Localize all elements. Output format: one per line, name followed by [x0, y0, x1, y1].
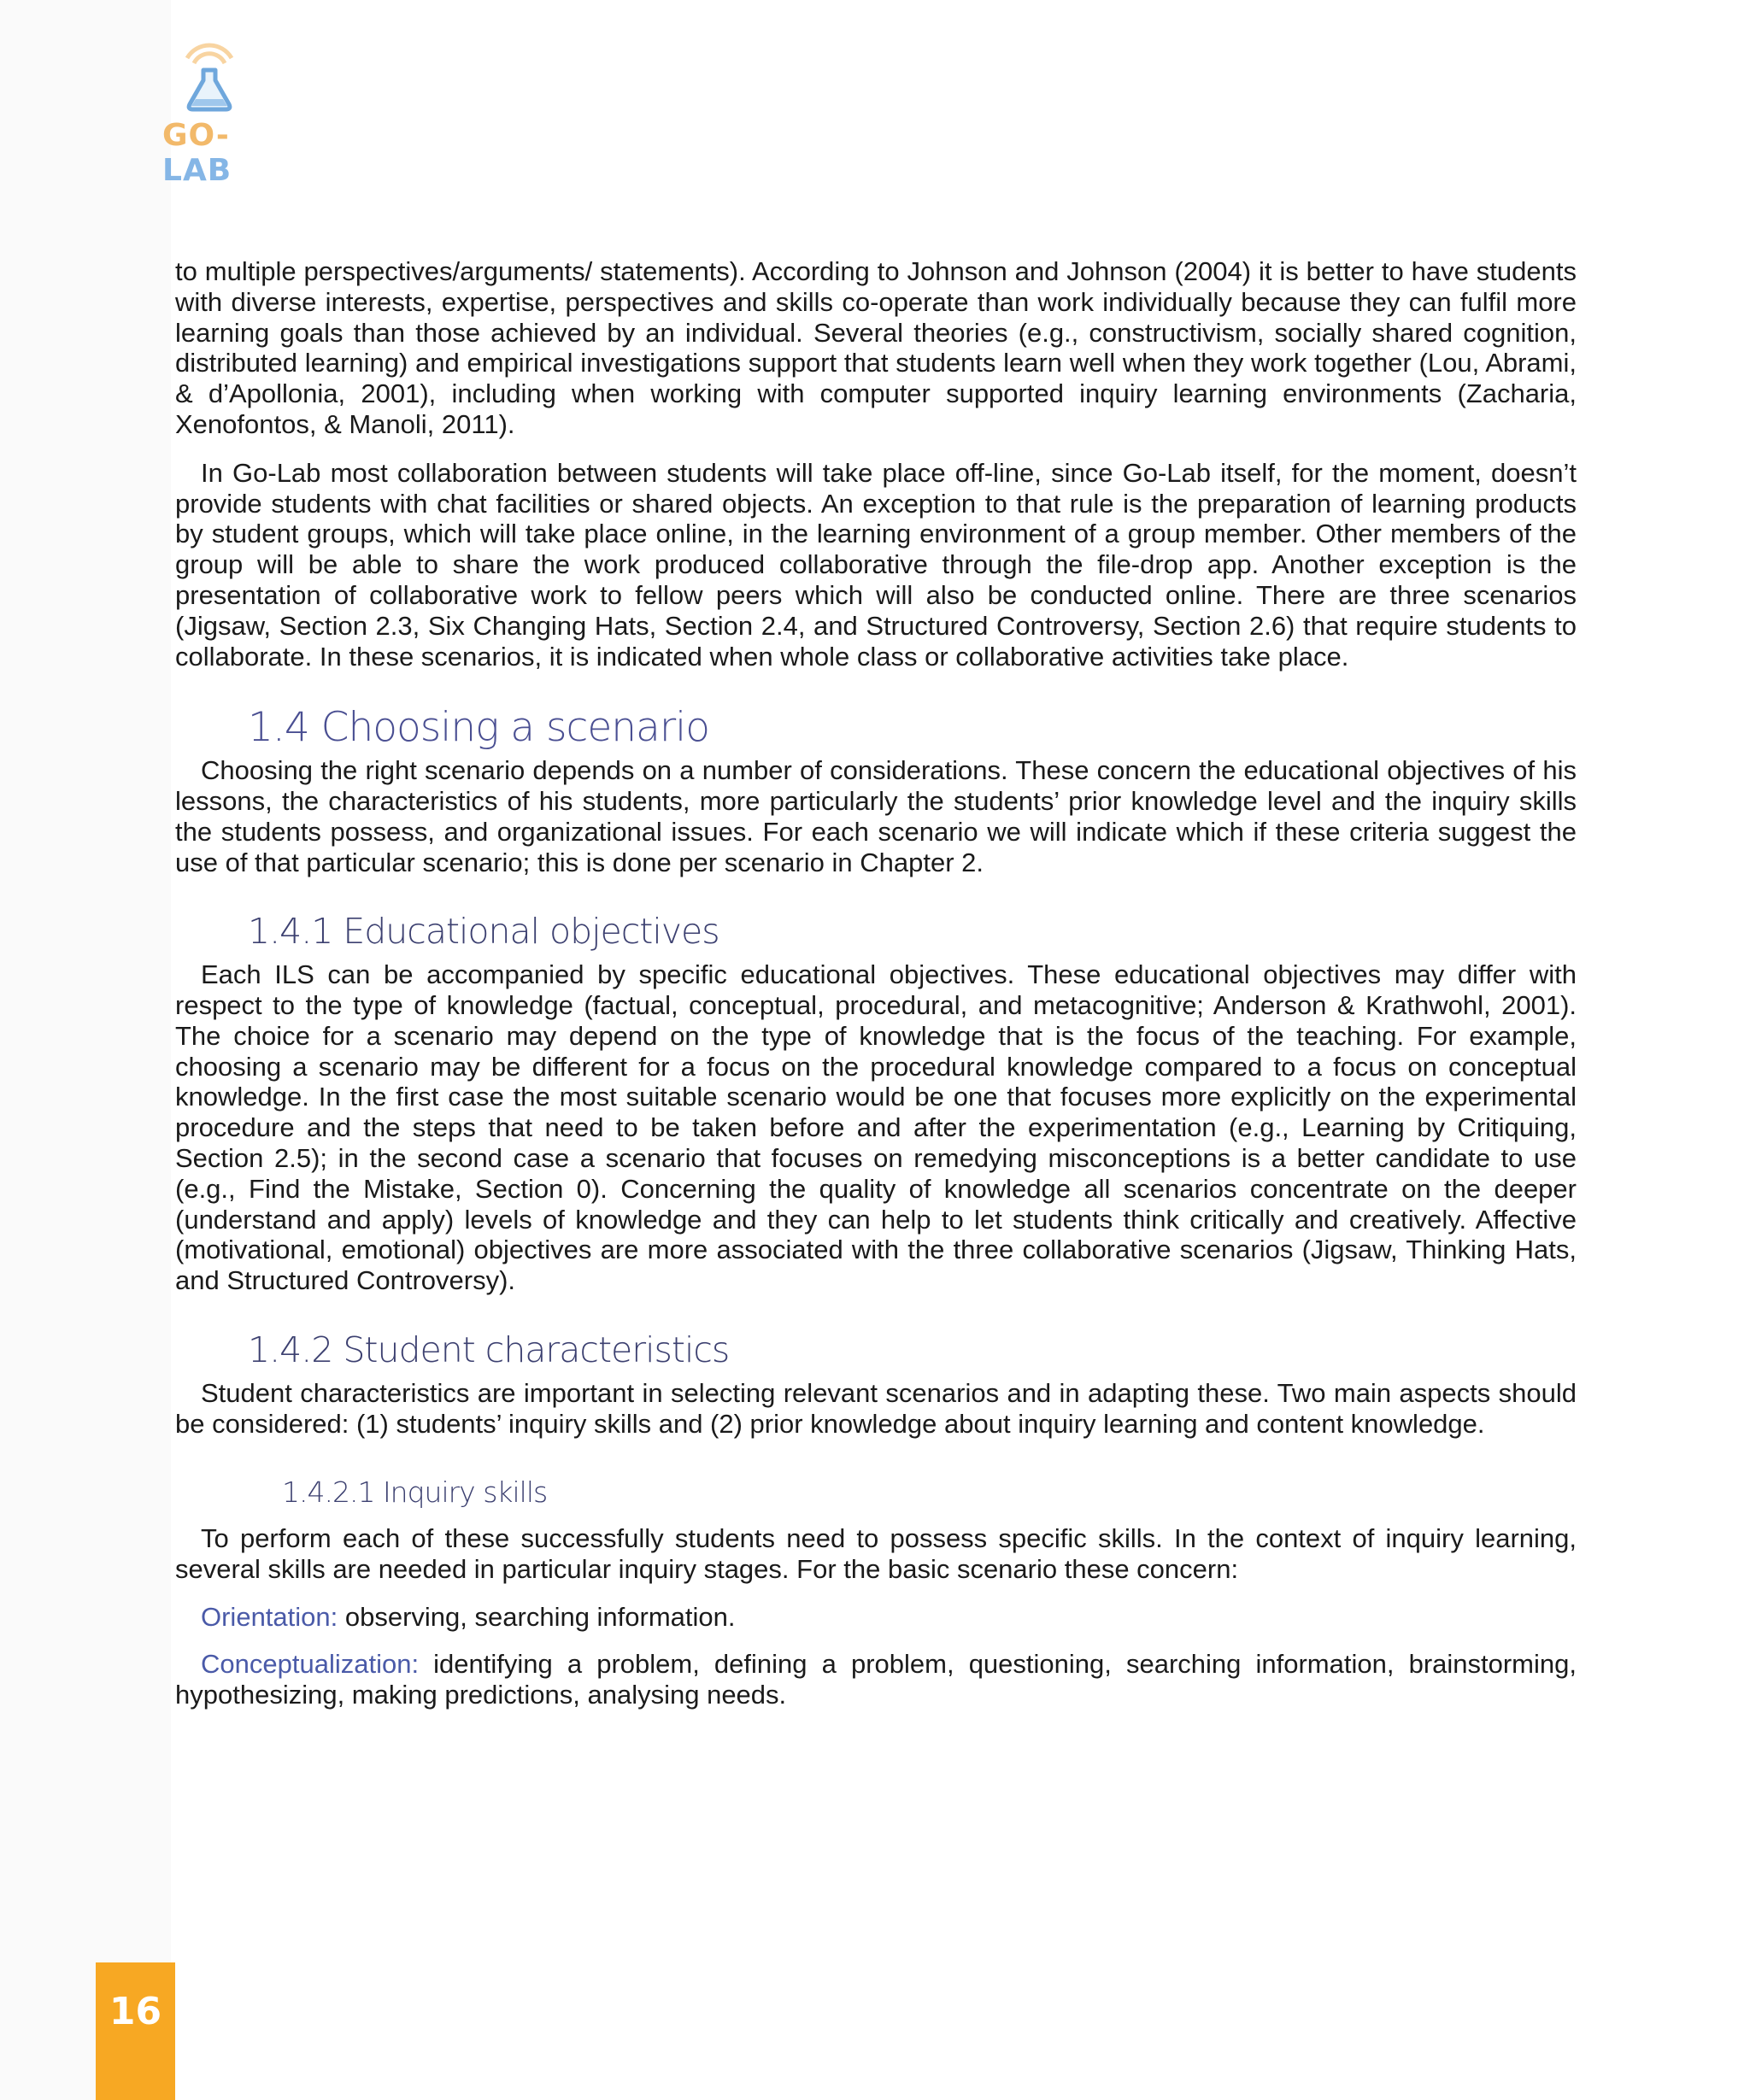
term-label: Conceptualization: — [201, 1649, 420, 1680]
term-definition: Orientation: observing, searching information. — [201, 1601, 736, 1632]
subsubsection-heading: 1.4.2.1 Inquiry skills — [282, 1475, 548, 1510]
paragraph: In Go-Lab most collaboration between students will take place off-line, since Go-Lab itself, for the moment, doesn’t provide students with chat facilities or shared objects. An exception to that rule is the preparation of learning products by student groups, which will take place online, in the learning environment of a group member. Other members of the group will be able to share the work produced collaborative through the file-drop app. Another exception is the presentation of collaborative work to fellow peers which will also be conducted online. There are three scenarios (Jigsaw, Section 2.3, Six Changing Hats, Section 2.4, and Structured Controversy, Section 2.6) that require students to collaborate. In these scenarios, it is indicated when whole class or collaborative activities take place. — [175, 457, 1577, 672]
paragraph: to multiple perspectives/arguments/ statements). According to Johnson and Johnson (2004) it is better to have students with diverse interests, expertise, perspectives and skills co-operate than work individually because they can fulfil more learning goals than those achieved by an individual. Several theories (e.g., constructivism, socially shared cognition, distributed learning) and empirical investigations support that students learn well when they work together (Lou, Abrami, & d’Apollonia, 2001), including when working with computer supported inquiry learning environments (Zacharia, Xenofontos, & Manoli, 2011). — [175, 256, 1577, 439]
term-label: Orientation: — [201, 1601, 338, 1632]
logo-wordmark: GO-LAB — [162, 118, 232, 188]
subsection-heading: 1.4.2 Student characteristics — [248, 1329, 730, 1370]
subsection-heading: 1.4.1 Educational objectives — [248, 911, 719, 953]
term-definition: Conceptualization: identifying a problem, defining a problem, questioning, searching information, brainstorming, hypothesizing, making predictions, analysing needs. — [175, 1649, 1577, 1710]
paragraph: Student characteristics are important in selecting relevant scenarios and in adapting these. Two main aspects should be considered: (1) students’ inquiry skills and (2) prior knowledge about inquiry learning and content knowledge. — [175, 1377, 1577, 1439]
paragraph: Each ILS can be accompanied by specific educational objectives. These educational objectives may differ with respect to the type of knowledge (factual, conceptual, procedural, and metacognitive; Anderson & Krathwohl, 2001). The choice for a scenario may depend on the type of knowledge that is the focus of the teaching. For example, choosing a scenario may be different for a focus on the procedural knowledge compared to a focus on conceptual knowledge. In the first case the most suitable scenario would be one that focuses more explicitly on the experimental procedure and the steps that need to be taken before and after the experimentation (e.g., Learning by Critiquing, Section 2.5); in the second case a scenario that focuses on remedying misconceptions is a better candidate to use (e.g., Find the Mistake, Section 0). Concerning the quality of knowledge all scenarios concentrate on the deeper (understand and apply) levels of knowledge and they can help to let students think critically and creatively. Affective (motivational, emotional) objectives are more associated with the three collaborative scenarios (Jigsaw, Thinking Hats, and Structured Controversy). — [175, 959, 1577, 1296]
paragraph: Choosing the right scenario depends on a number of considerations. These concern the educational objectives of his lessons, the characteristics of his students, more particularly the students’ prior knowledge level and the inquiry skills the students possess, and organizational issues. For each scenario we will indicate which if these criteria suggest the use of that particular scenario; this is done per scenario in Chapter 2. — [175, 755, 1577, 877]
paragraph: To perform each of these successfully students need to possess specific skills. In the context of inquiry learning, several skills are needed in particular inquiry stages. For the basic scenario these concern: — [175, 1523, 1577, 1584]
page-margin-strip — [0, 0, 171, 2100]
page-number-tab — [96, 1962, 175, 2100]
page-content — [175, 256, 1577, 1710]
go-lab-logo — [158, 36, 295, 188]
section-heading: 1.4 Choosing a scenario — [248, 704, 709, 752]
flask-icon — [175, 36, 244, 114]
page-number: 16 — [109, 1990, 162, 2033]
